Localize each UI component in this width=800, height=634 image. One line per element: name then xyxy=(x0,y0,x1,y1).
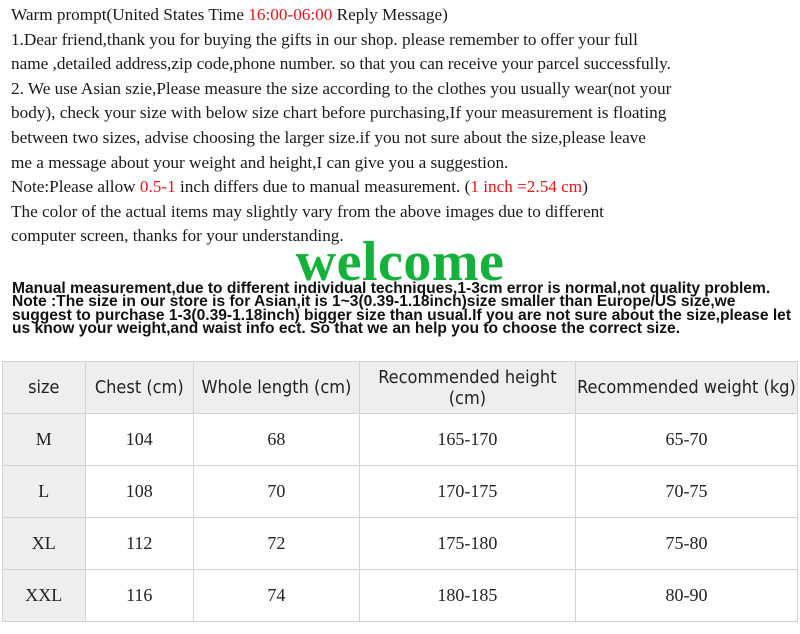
cell-size: L xyxy=(3,466,86,518)
cell-height: 170-175 xyxy=(359,466,575,518)
header-size: size xyxy=(3,362,86,414)
prompt-line: body), check your size with below size chart before purchasing,If your measurement is floating xyxy=(11,103,667,123)
reply-time-hours: 16:00-06:00 xyxy=(248,5,333,24)
size-chart-table xyxy=(2,361,798,622)
reply-time-suffix: Reply Message) xyxy=(332,5,448,24)
measurement-notes xyxy=(12,282,794,336)
header-recommended-weight: Recommended weight (kg) xyxy=(575,362,797,414)
cell-chest: 116 xyxy=(85,570,193,622)
table-row xyxy=(3,518,798,570)
cell-chest: 104 xyxy=(85,414,193,466)
cell-size: M xyxy=(3,414,86,466)
warm-prompt-block xyxy=(11,3,796,249)
prompt-line: 2. We use Asian szie,Please measure the size according to the clothes you usually wear(not your xyxy=(11,78,672,98)
prompt-line: between two sizes, advise choosing the larger size.if you not sure about the size,please leave xyxy=(11,127,646,147)
table-row xyxy=(3,570,798,622)
cell-chest: 108 xyxy=(85,466,193,518)
note-middle: inch differs due to manual measurement. ( xyxy=(175,177,471,197)
table-row xyxy=(3,466,798,518)
header-whole-length: Whole length (cm) xyxy=(193,362,359,414)
cell-chest: 112 xyxy=(85,518,193,570)
note-inch-range: 0.5-1 xyxy=(139,177,176,197)
prompt-line: me a message about your weight and height,I can give you a suggestion. xyxy=(11,152,509,172)
asian-size-note: Note :The size in our store is for Asian,it is 1~3(0.39-1.18inch)size smaller than Europe/US size,we suggest to purchase 1-3(0.39-1.18inch) bigger size than usual.If you are not sure about the size,please let us know your weight,and waist info ect. So that we an help you to choose the correct size. xyxy=(12,293,792,338)
cell-height: 165-170 xyxy=(359,414,575,466)
table-header-row xyxy=(3,362,798,414)
prompt-line: 1.Dear friend,thank you for buying the gifts in our shop. please remember to offer your full xyxy=(11,29,638,49)
prompt-line-reply-time xyxy=(11,3,796,28)
cell-length: 68 xyxy=(193,414,359,466)
manual-measurement-note: Manual measurement,due to different individual techniques,1-3cm error is normal,not quality problem. xyxy=(12,280,771,297)
note-suffix: ) xyxy=(582,177,588,197)
cell-height: 175-180 xyxy=(359,518,575,570)
note-prefix: Note:Please allow xyxy=(11,177,140,197)
cell-weight: 75-80 xyxy=(575,518,797,570)
cell-length: 74 xyxy=(193,570,359,622)
cell-size: XL xyxy=(3,518,86,570)
header-chest: Chest (cm) xyxy=(85,362,193,414)
prompt-line: The color of the actual items may slightly vary from the above images due to different xyxy=(11,201,604,221)
cell-size: XXL xyxy=(3,570,86,622)
cell-weight: 70-75 xyxy=(575,466,797,518)
welcome-title: welcome xyxy=(295,231,505,293)
cell-length: 70 xyxy=(193,466,359,518)
cell-weight: 65-70 xyxy=(575,414,797,466)
prompt-line: name ,detailed address,zip code,phone number. so that you can receive your parcel successfully. xyxy=(11,54,671,74)
header-recommended-height: Recommended height (cm) xyxy=(359,362,575,414)
cell-length: 72 xyxy=(193,518,359,570)
cell-weight: 80-90 xyxy=(575,570,797,622)
prompt-line: computer screen, thanks for your understanding. xyxy=(11,226,344,246)
table-row xyxy=(3,414,798,466)
prompt-line-measurement-note xyxy=(11,175,796,200)
cell-height: 180-185 xyxy=(359,570,575,622)
note-inch-conversion: 1 inch =2.54 cm xyxy=(470,177,583,197)
reply-time-label: Warm prompt(United States Time xyxy=(11,5,249,24)
